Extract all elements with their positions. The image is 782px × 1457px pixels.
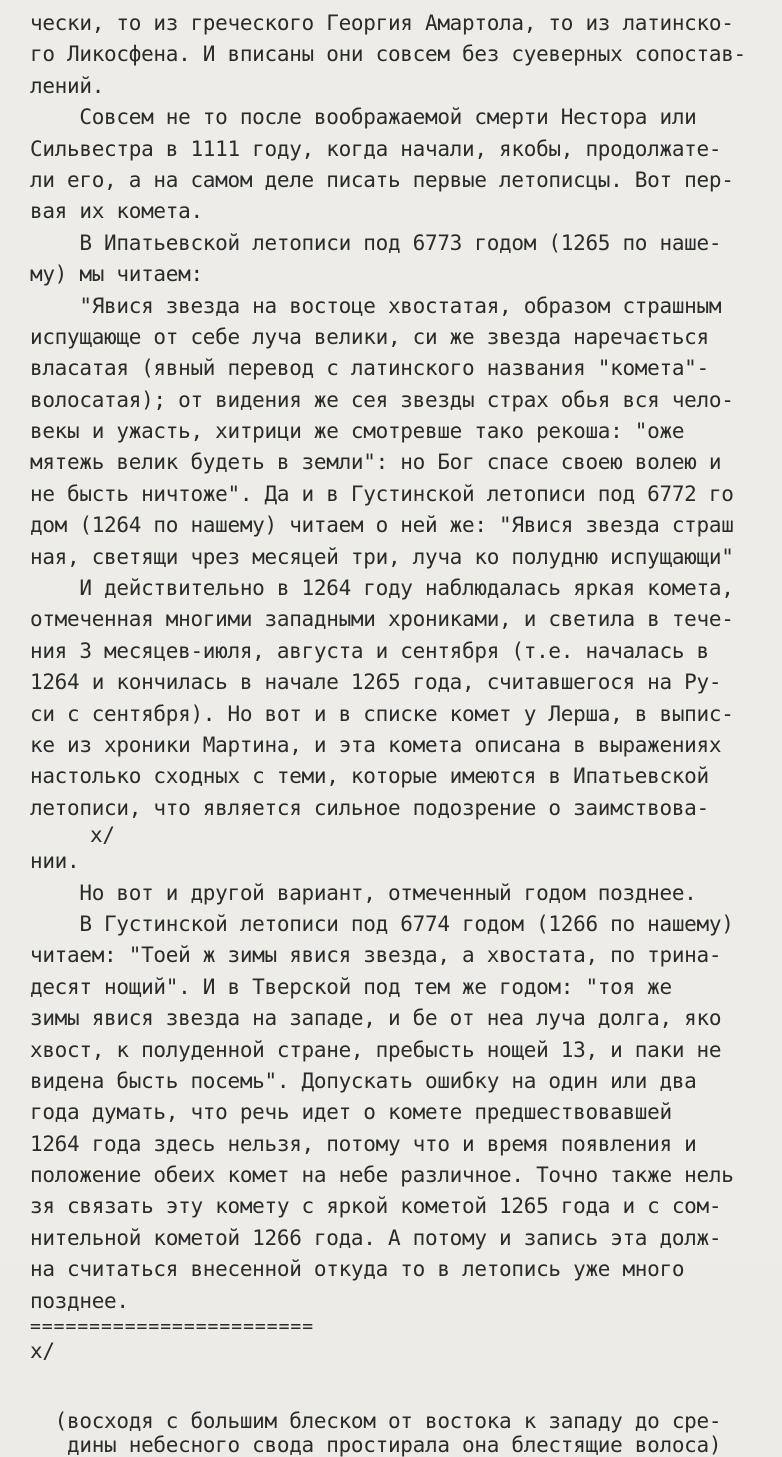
text-line: позднее. xyxy=(30,1288,129,1313)
text-line: десят нощий". И в Тверской под тем же годом: "тоя же xyxy=(30,974,672,999)
text-line: вая их комета. xyxy=(30,199,203,224)
text-line: мятежь велик будеть в земли": но Бог спасе своею волею и xyxy=(30,450,722,475)
footnote-line: дины небесного свода простирала она блестящие волоса) xyxy=(30,1433,722,1457)
text-line: Но вот и другой вариант, отмеченный годом позднее. xyxy=(30,880,697,905)
text-line: дом (1264 по нашему) читаем о ней же: "Явися звезда страш xyxy=(30,513,734,538)
text-line: И действительно в 1264 году наблюдалась яркая комета, xyxy=(30,576,734,601)
text-line: векы и ужасть, хитрици же смотревше тако рекоша: "оже xyxy=(30,419,685,444)
text-line: лений. xyxy=(30,73,105,98)
text-line: положение обеих комет на небе различное. Точно также нель xyxy=(30,1163,734,1188)
text-line: власатая (явный перевод с латинского названия "комета"- xyxy=(30,356,709,381)
text-line: зя связать эту комету с яркой кометой 1265 года и с сом- xyxy=(30,1194,722,1219)
text-line: "Явися звезда на востоце хвостатая, образом страшным xyxy=(30,293,722,318)
text-line: ли его, а на самом деле писать первые летописцы. Вот пер- xyxy=(30,167,734,192)
text-line: года думать, что речь идет о комете предшествовавшей xyxy=(30,1100,672,1125)
footnote xyxy=(30,1409,770,1457)
footnote-line: (восходя с большим блеском от востока к западу до сре- xyxy=(30,1409,722,1434)
footnote-mark: x/ xyxy=(30,1339,55,1364)
text-line: видена бысть посемь". Допускать ошибку на один или два xyxy=(30,1068,697,1093)
text-line: Совсем не то после воображаемой смерти Нестора или xyxy=(30,105,697,130)
text-line: нительной кометой 1266 года. А потому и запись эта долж- xyxy=(30,1225,722,1250)
text-line: зимы явися звезда на западе, и бе от неа луча долга, яко xyxy=(30,1006,722,1031)
text-line: го Ликосфена. И вписаны они совсем без суеверных сопостав- xyxy=(30,42,746,67)
spacer xyxy=(30,1365,770,1409)
text-line: хвост, к полуденной стране, пребысть нощей 13, и паки не xyxy=(30,1037,722,1062)
text-line: му) мы читаем: xyxy=(30,262,203,287)
text-line: не бысть ничтоже". Да и в Густинской летописи под 6772 го xyxy=(30,481,734,506)
text-line: отмеченная многими западными хрониками, и светила в тече- xyxy=(30,607,734,632)
footnote-separator: ======================== xyxy=(30,1316,315,1338)
text-line: настолько сходных с теми, которые имеются в Ипатьевской xyxy=(30,764,709,789)
inline-footnote-mark: x/ xyxy=(90,823,115,848)
text-line: 1264 года здесь нельзя, потому что и время появления и xyxy=(30,1131,697,1156)
text-line: ная, светящи чрез месяцей три, луча ко полудню испущающи" xyxy=(30,544,734,569)
text-line: си с сентября). Но вот и в списке комет у Лерша, в выпис- xyxy=(30,701,734,726)
text-line: ке из хроники Мартина, и эта комета описана в выражениях xyxy=(30,732,722,757)
text-line: ния 3 месяцев-июля, августа и сентября (т.е. началась в xyxy=(30,638,709,663)
text-line: 1264 и кончилась в начале 1265 года, считавшегося на Ру- xyxy=(30,670,722,695)
text-line: испущающе от себе луча велики, си же звезда наречається xyxy=(30,324,709,349)
text-line: В Ипатьевской летописи под 6773 годом (1265 по наше- xyxy=(30,230,722,255)
text-line: чески, то из греческого Георгия Амартола, то из латинско- xyxy=(30,11,734,35)
text-line: В Густинской летописи под 6774 годом (1266 по нашему) xyxy=(30,911,734,936)
text-line: нии. xyxy=(30,849,80,874)
text-line: Сильвестра в 1111 году, когда начали, якобы, продолжате- xyxy=(30,136,722,161)
main-text xyxy=(30,8,770,1457)
text-line: читаем: "Тоей ж зимы явися звезда, а хвостата, по трина- xyxy=(30,943,722,968)
text-line: волосатая); от видения же сея звезды страх обья вся чело- xyxy=(30,387,734,412)
text-line: на считаться внесенной откуда то в летопись уже много xyxy=(30,1257,685,1282)
text-line: летописи, что является сильное подозрение о заимствова- xyxy=(30,795,709,820)
